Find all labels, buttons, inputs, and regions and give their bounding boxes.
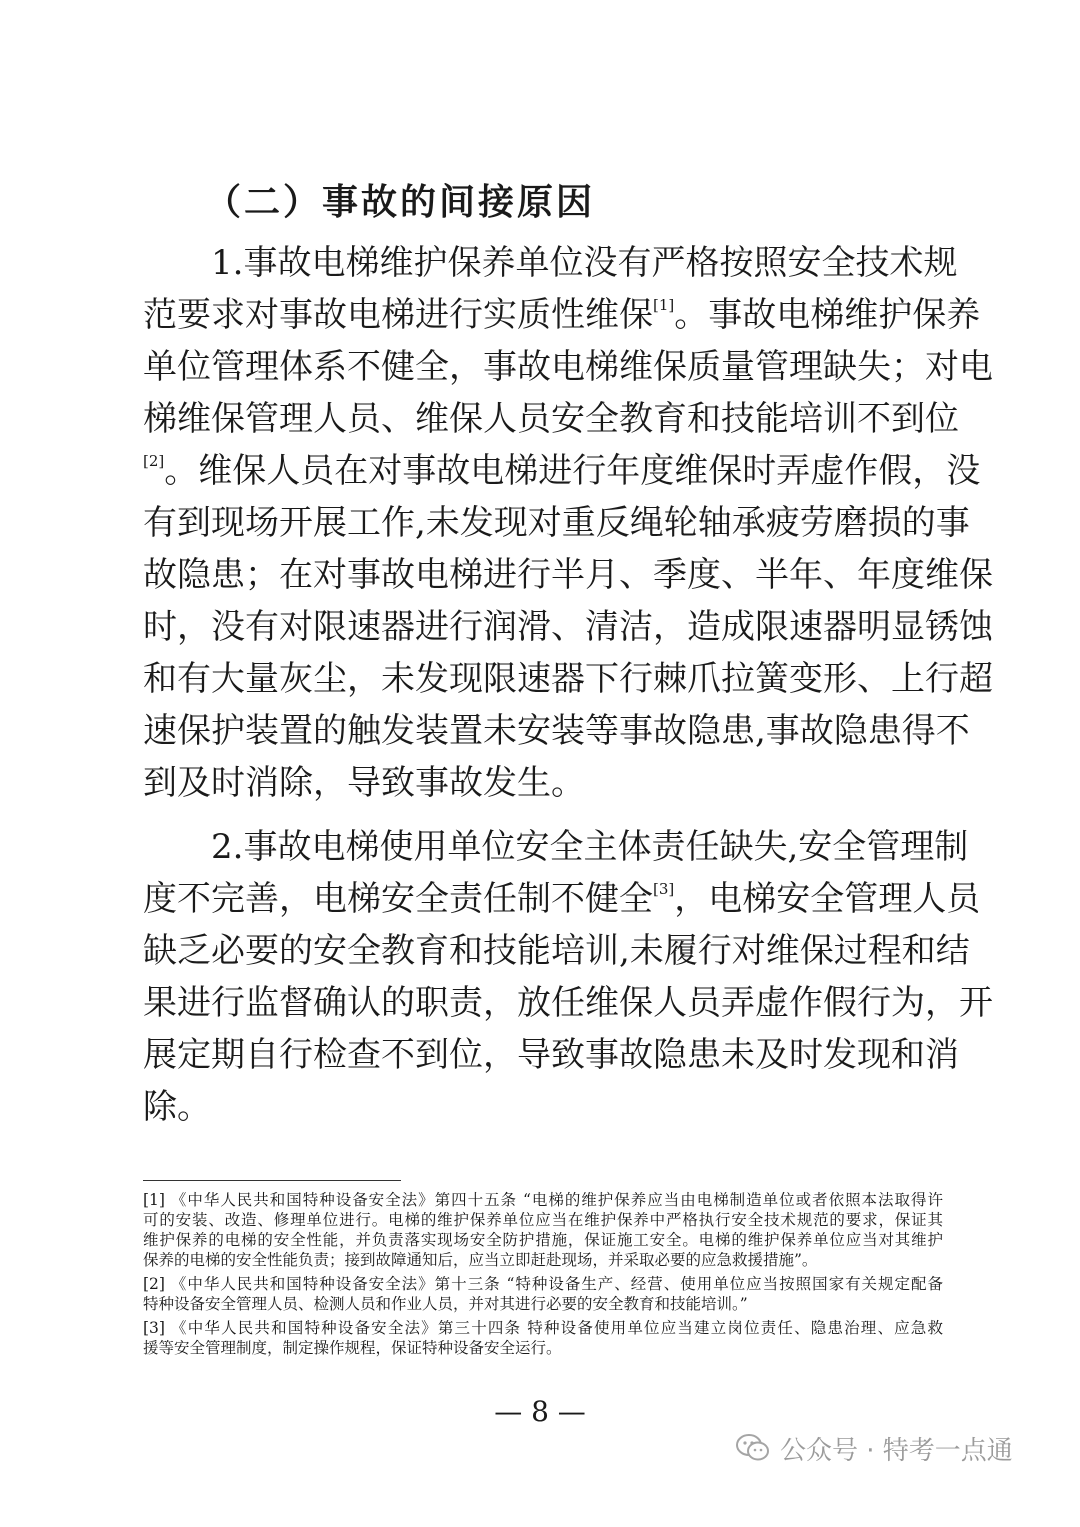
para1-line-3: 单位管理体系不健全，事故电梯维保质量管理缺失；对电 xyxy=(143,347,993,387)
footnote-ref-2[interactable]: [2] xyxy=(143,452,165,470)
watermark xyxy=(736,1428,1013,1468)
para1-line-2-text-b: 。事故电梯维护保养 xyxy=(674,295,981,335)
para1-line-7: 故隐患；在对事故电梯进行半月、季度、半年、年度维保 xyxy=(143,555,993,595)
footnote-2-line-1: [2] 《中华人民共和国特种设备安全法》第十三条 “特种设备生产、经营、使用单位应当按照国家有关规定配备 xyxy=(143,1275,943,1293)
footnote-ref-3[interactable]: [3] xyxy=(653,880,675,898)
para1-line-10: 速保护装置的触发装置未安装等事故隐患,事故隐患得不 xyxy=(143,711,970,751)
para1-line-6: 有到现场开展工作,未发现对重反绳轮轴承疲劳磨损的事 xyxy=(143,503,970,543)
footnote-3-line-1: [3] 《中华人民共和国特种设备安全法》第三十四条 特种设备使用单位应当建立岗位责任、隐患治理、应急救 xyxy=(143,1319,943,1337)
para1-line-8: 时，没有对限速器进行润滑、清洁，造成限速器明显锈蚀 xyxy=(143,607,993,647)
para2-line-2 xyxy=(143,874,981,924)
wechat-icon xyxy=(736,1433,770,1463)
footnote-divider xyxy=(143,1180,401,1181)
para1-line-2 xyxy=(143,290,981,340)
footnote-3-line-2: 援等安全管理制度，制定操作规程，保证特种设备安全运行。 xyxy=(143,1339,562,1357)
footnote-1-line-3: 维护保养的电梯的安全性能，并负责落实现场安全防护措施，保证施工安全。电梯的维护保养单位应当对其维护 xyxy=(143,1231,943,1249)
para2-line-4: 果进行监督确认的职责，放任维保人员弄虚作假行为，开 xyxy=(143,983,993,1023)
section-heading: （二）事故的间接原因 xyxy=(205,182,596,223)
footnote-2-line-2: 特种设备安全管理人员、检测人员和作业人员，并对其进行必要的安全教育和技能培训。” xyxy=(143,1295,748,1313)
footnote-1-line-2: 可的安装、改造、修理单位进行。电梯的维护保养单位应当在维护保养中严格执行安全技术规范的要求，保证其 xyxy=(143,1211,943,1229)
para1-line-5-text: 。维保人员在对事故电梯进行年度维保时弄虚作假，没 xyxy=(164,451,981,491)
watermark-text: 公众号 · 特考一点通 xyxy=(780,1435,1013,1466)
footnote-1-line-1: [1] 《中华人民共和国特种设备安全法》第四十五条 “电梯的维护保养应当由电梯制造单位或者依照本法取得许 xyxy=(143,1191,943,1209)
para2-line-1: 2.事故电梯使用单位安全主体责任缺失,安全管理制 xyxy=(211,827,969,867)
page-number: — 8 — xyxy=(494,1395,586,1428)
para1-line-2-text-a: 范要求对事故电梯进行实质性维保 xyxy=(143,295,653,335)
para2-line-2-text-b: ，电梯安全管理人员 xyxy=(674,879,981,919)
para1-line-9: 和有大量灰尘，未发现限速器下行棘爪拉簧变形、上行超 xyxy=(143,659,993,699)
para2-line-5: 展定期自行检查不到位，导致事故隐患未及时发现和消 xyxy=(143,1035,959,1075)
para2-line-6: 除。 xyxy=(143,1087,211,1127)
para2-line-2-text-a: 度不完善，电梯安全责任制不健全 xyxy=(143,879,653,919)
para2-line-3: 缺乏必要的安全教育和技能培训,未履行对维保过程和结 xyxy=(143,931,970,971)
para1-line-11: 到及时消除，导致事故发生。 xyxy=(143,763,585,803)
footnote-1-line-4: 保养的电梯的安全性能负责；接到故障通知后，应当立即赶赴现场，并采取必要的应急救援措施”。 xyxy=(143,1251,818,1269)
para1-line-5 xyxy=(143,446,981,496)
footnote-ref-1[interactable]: [1] xyxy=(653,296,675,314)
para1-line-4: 梯维保管理人员、维保人员安全教育和技能培训不到位 xyxy=(143,399,959,439)
para1-line-1: 1.事故电梯维护保养单位没有严格按照安全技术规 xyxy=(211,243,958,283)
